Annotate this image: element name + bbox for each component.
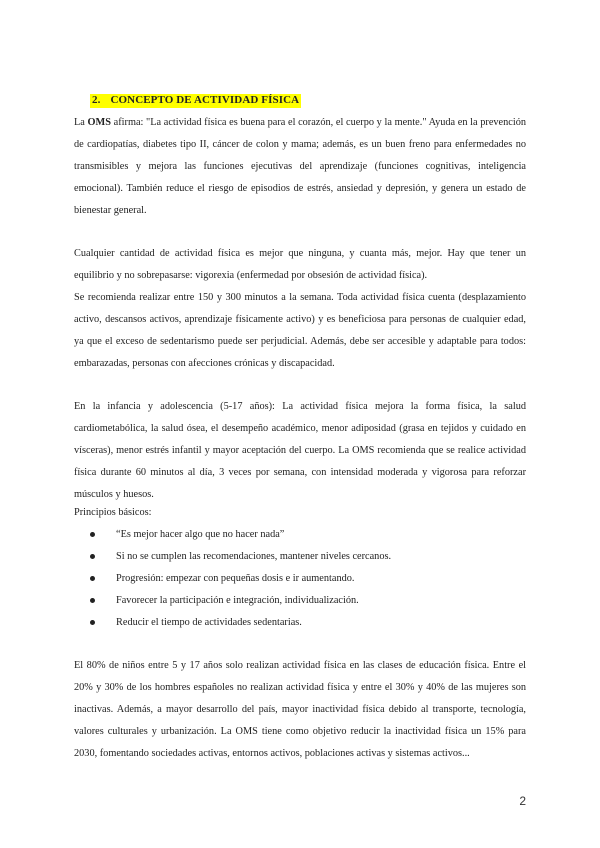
paragraph-recomendacion: Se recomienda realizar entre 150 y 300 minutos a la semana. Toda actividad física cuenta (desplazamiento activo, descansos activos, aprendizaje físicamente activo) y es beneficiosa para personas de cualquier edad, ya que el exceso de sedentarismo puede ser perjudicial. Además, debe ser accesible y adaptable para todos: embarazadas, personas con afecciones crónicas y discapacidad. bbox=[74, 292, 526, 369]
bullet-icon bbox=[90, 620, 95, 625]
section-number: 2. bbox=[92, 94, 101, 106]
section-heading bbox=[90, 94, 301, 108]
list-item: Progresión: empezar con pequeñas dosis e ir aumentando. bbox=[74, 568, 526, 590]
oms-bold: OMS bbox=[87, 117, 111, 128]
principles-title: Principios básicos: bbox=[74, 507, 152, 518]
page-number: 2 bbox=[519, 794, 526, 808]
bullet-icon bbox=[90, 532, 95, 537]
bullet-icon bbox=[90, 598, 95, 603]
list-item: “Es mejor hacer algo que no hacer nada” bbox=[74, 524, 526, 546]
principles-list bbox=[74, 524, 526, 634]
bullet-icon bbox=[90, 554, 95, 559]
section-title: CONCEPTO DE ACTIVIDAD FÍSICA bbox=[110, 94, 300, 106]
paragraph-cantidad: Cualquier cantidad de actividad física es mejor que ninguna, y cuanta más, mejor. Hay que tener un equilibrio y no sobrepasarse: vigorexia (enfermedad por obsesión de actividad física). bbox=[74, 248, 526, 281]
list-item: Favorecer la participación e integración, individualización. bbox=[74, 590, 526, 612]
bullet-icon bbox=[90, 576, 95, 581]
list-item: Reducir el tiempo de actividades sedentarias. bbox=[74, 612, 526, 634]
paragraph-estadisticas: El 80% de niños entre 5 y 17 años solo realizan actividad física en las clases de educación física. Entre el 20% y 30% de los hombres españoles no realizan actividad física y entre el 30% y 40% de las mujeres son inactivas. Además, a mayor desarrollo del país, mayor inactividad física debido al transporte, tecnología, valores culturales y urbanización. La OMS tiene como objetivo reducir la inactividad física un 15% para 2030, fomentando sociedades activas, entornos activos, poblaciones activas y sistemas activos... bbox=[74, 660, 526, 759]
paragraph-oms: La OMS afirma: "La actividad física es buena para el corazón, el cuerpo y la mente." Ayuda en la prevención de cardiopatías, diabetes tipo II, cáncer de colon y mama; además, es un buen freno para enfermedades no transmisibles y mejora las funciones ejecutivas del aprendizaje (funciones cognitivas, inteligencia emocional). También reduce el riesgo de episodios de estrés, ansiedad y depresión, y genera un estado de bienestar general. bbox=[74, 117, 526, 216]
principles-section bbox=[74, 502, 526, 634]
paragraph-infancia: En la infancia y adolescencia (5-17 años): La actividad física mejora la forma física, la salud cardiometabólica, la salud ósea, el desempeño académico, menor adiposidad (grasa en tejidos y cuidado en vísceras), menor estrés infantil y mayor aceptación del cuerpo. La OMS recomienda que se realice actividad física durante 60 minutos al día, 3 veces por semana, con intensidad moderada y vigorosa para reforzar músculos y huesos. bbox=[74, 401, 526, 500]
list-item: Si no se cumplen las recomendaciones, mantener niveles cercanos. bbox=[74, 546, 526, 568]
